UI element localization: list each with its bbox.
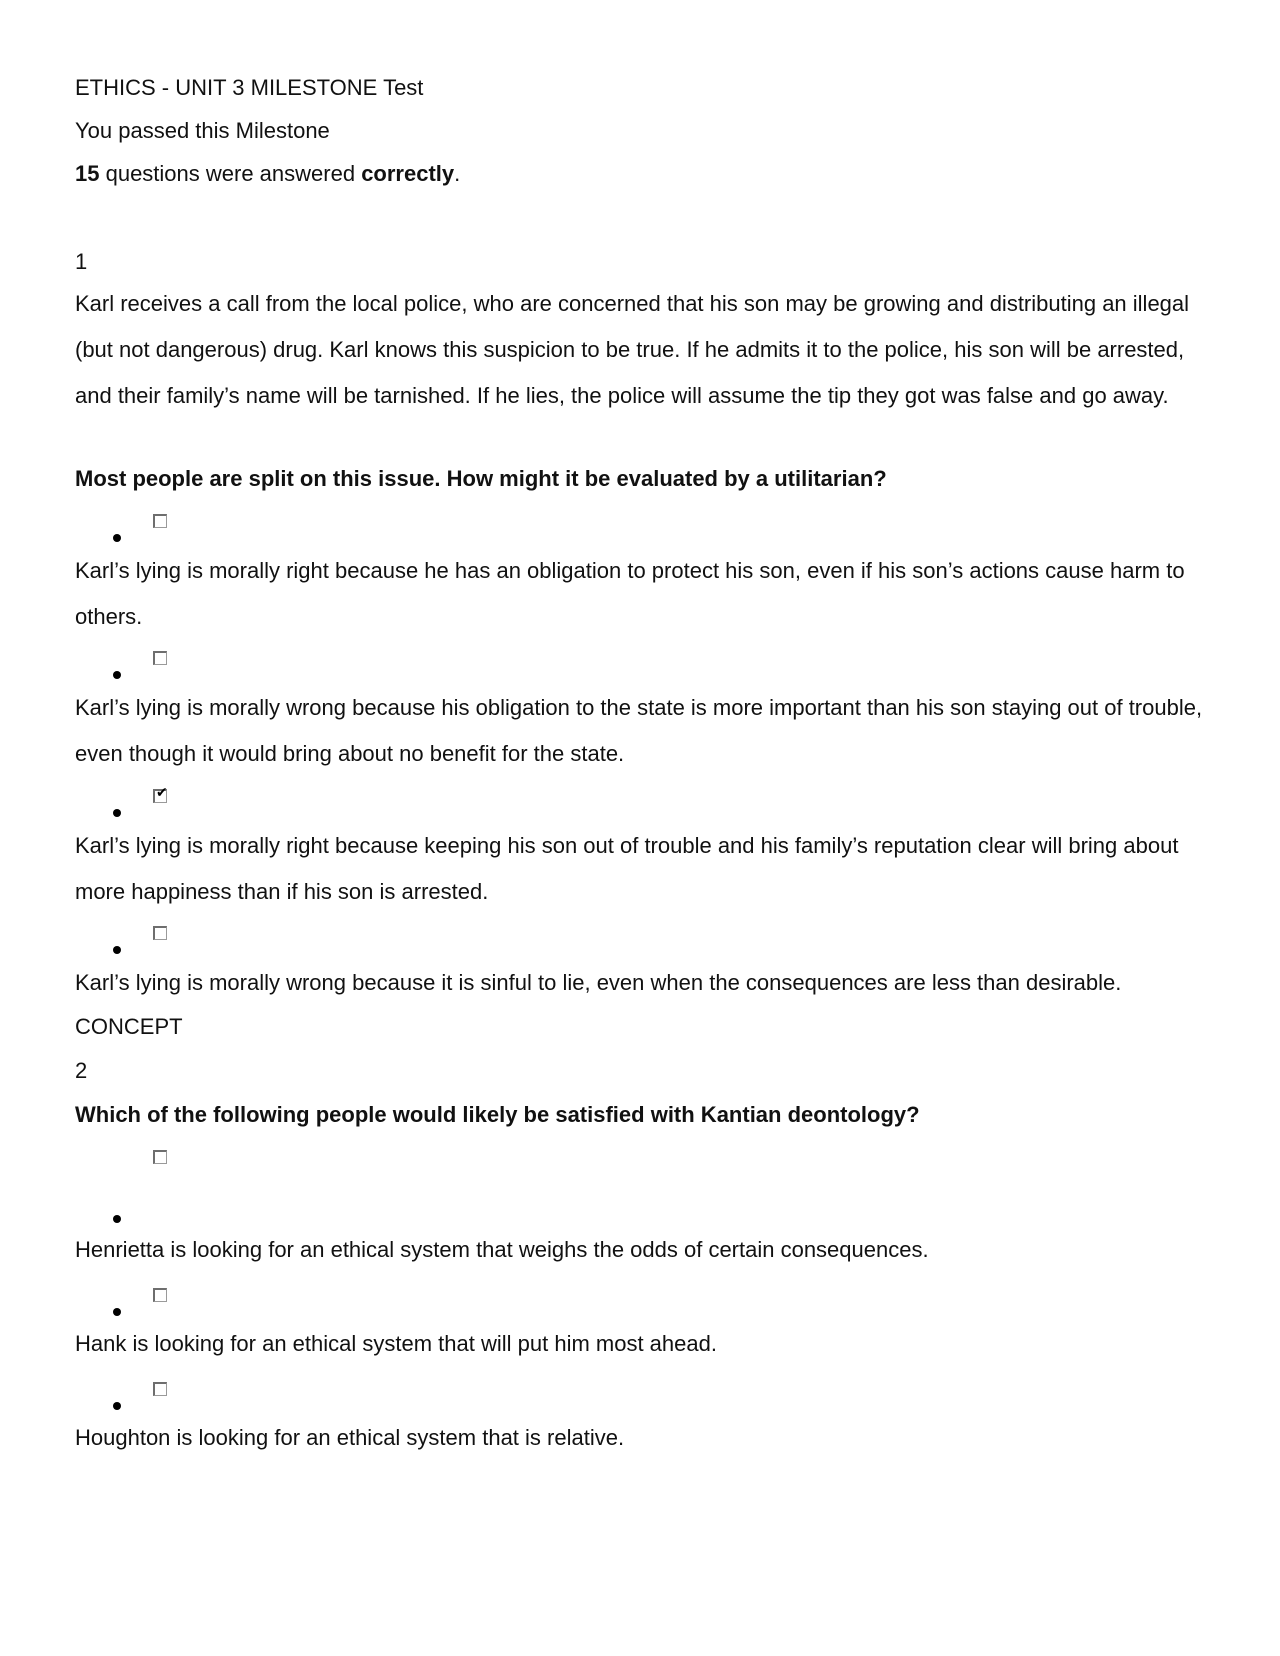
score-text: questions were answered <box>99 161 362 186</box>
bullet-icon <box>113 1215 121 1223</box>
bullet-icon <box>113 1308 121 1316</box>
answer-text: Karl’s lying is morally wrong because it is sinful to lie, even when the consequences are less than desirable. <box>75 970 1122 995</box>
checkbox-icon[interactable] <box>153 1288 167 1302</box>
question-prompt: Which of the following people would likely be satisfied with Kantian deontology? <box>75 1102 920 1127</box>
pass-status: You passed this Milestone <box>75 118 330 143</box>
answer-text: Karl’s lying is morally right because he has an obligation to protect his son, even if his son’s actions cause harm to others. <box>75 558 1185 629</box>
score-summary <box>75 163 460 185</box>
answer-text: Henrietta is looking for an ethical system that weighs the odds of certain consequences. <box>75 1237 929 1262</box>
checkmark-icon: ✔ <box>156 785 168 801</box>
answer-text: Karl’s lying is morally wrong because his obligation to the state is more important than his son staying out of trouble, even though it would bring about no benefit for the state. <box>75 695 1203 766</box>
question-number: 2 <box>75 1058 88 1083</box>
test-title: ETHICS - UNIT 3 MILESTONE Test <box>75 75 424 100</box>
checked-checkbox-icon[interactable] <box>153 785 168 803</box>
concept-label: CONCEPT <box>75 1014 183 1039</box>
question-number: 1 <box>75 249 88 274</box>
question-prompt: Most people are split on this issue. How might it be evaluated by a utilitarian? <box>75 466 887 491</box>
checkbox-icon[interactable] <box>153 1150 167 1164</box>
checkbox-icon[interactable] <box>153 514 167 528</box>
score-end: . <box>454 161 461 186</box>
checkbox-icon[interactable] <box>153 1382 167 1396</box>
score-word: correctly <box>361 161 455 186</box>
bullet-icon <box>113 671 121 679</box>
answer-text: Houghton is looking for an ethical system that is relative. <box>75 1425 625 1450</box>
checkbox-icon[interactable] <box>153 651 167 665</box>
bullet-icon <box>113 1402 121 1410</box>
answer-text: Karl’s lying is morally right because keeping his son out of trouble and his family’s reputation clear will bring about more happiness than if his son is arrested. <box>75 833 1179 904</box>
bullet-icon <box>113 946 121 954</box>
answer-text: Hank is looking for an ethical system that will put him most ahead. <box>75 1331 717 1356</box>
question-passage: Karl receives a call from the local police, who are concerned that his son may be growing and distributing an illegal (but not dangerous) drug. Karl knows this suspicion to be true. If he admits it to the police, his son will be arrested, and their family’s name will be tarnished. If he lies, the police will assume the tip they got was false and go away. <box>75 291 1190 408</box>
checkbox-icon[interactable] <box>153 926 167 940</box>
bullet-icon <box>113 809 121 817</box>
bullet-icon <box>113 534 121 542</box>
score-count: 15 <box>75 161 100 186</box>
